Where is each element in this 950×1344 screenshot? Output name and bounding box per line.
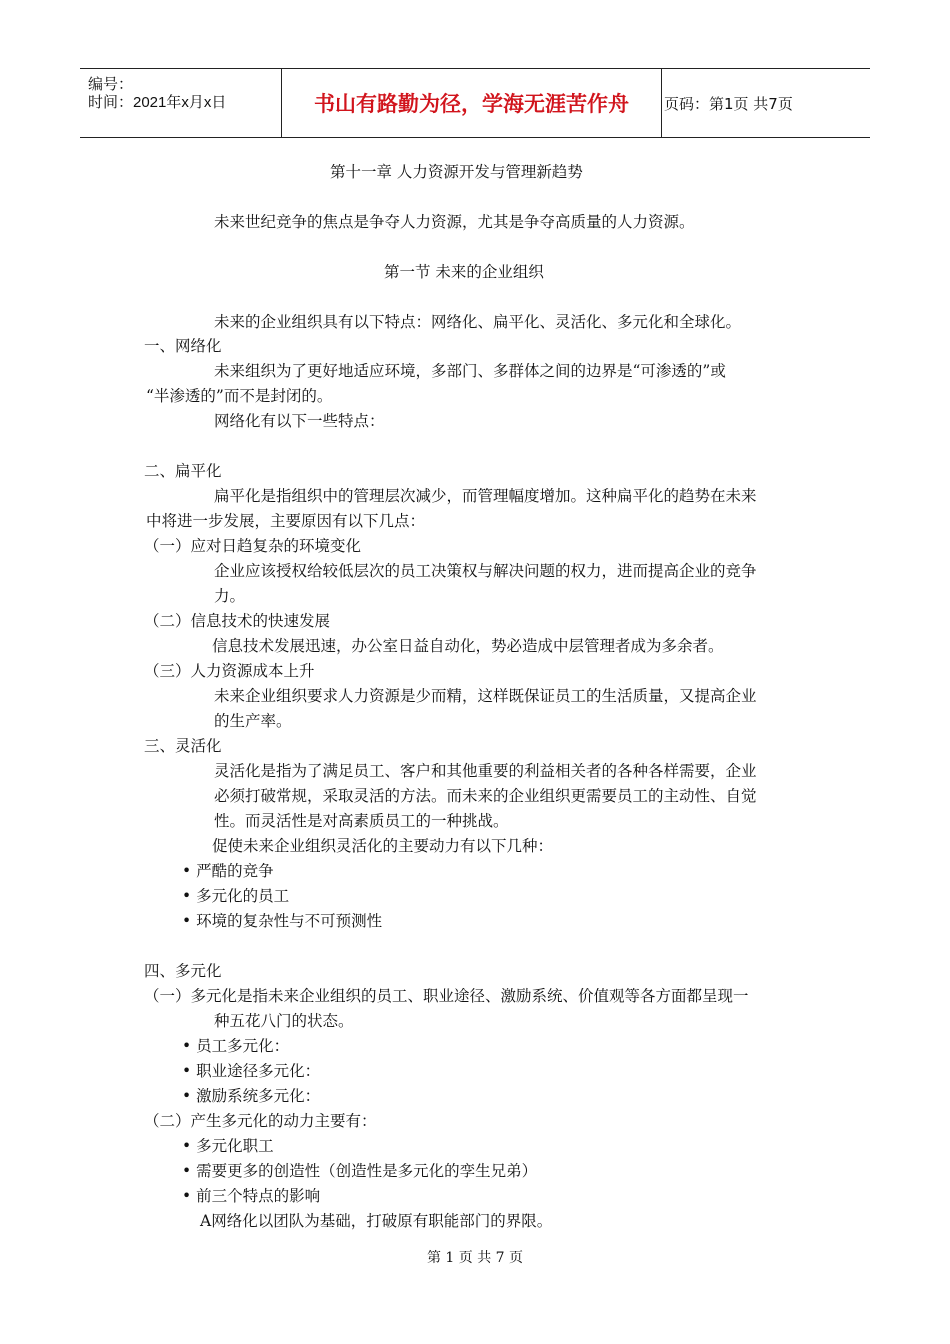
heading-networking: 一、网络化 (144, 337, 222, 355)
text-line: A网络化以团队为基础，打破原有职能部门的界限。 (200, 1212, 553, 1230)
text-line: 灵活化是指为了满足员工、客户和其他重要的利益相关者的各种各样需要，企业 (214, 762, 757, 780)
text-line: 中将进一步发展，主要原因有以下几点： (146, 512, 426, 530)
text-line: 扁平化是指组织中的管理层次减少，而管理幅度增加。这种扁平化的趋势在未来 (214, 487, 757, 505)
number-label: 编号： (88, 76, 134, 93)
text-line: 的生产率。 (214, 712, 292, 730)
header-table (80, 68, 870, 138)
text-line: 企业应该授权给较低层次的员工决策权与解决问题的权力，进而提高企业的竞争 (214, 562, 757, 580)
page-label: 页码：第1页 共7页 (664, 94, 793, 113)
subheading: （二）信息技术的快速发展 (144, 612, 331, 630)
heading-flattening: 二、扁平化 (144, 462, 222, 480)
heading-flexibility: 三、灵活化 (144, 737, 222, 755)
list-item: • 多元化职工 (182, 1137, 274, 1155)
list-item: • 员工多元化： (182, 1037, 290, 1055)
text-line: 网络化有以下一些特点： (214, 412, 385, 430)
section-title: 第一节 未来的企业组织 (384, 263, 544, 281)
text-line: （一）多元化是指未来企业组织的员工、职业途径、激励系统、价值观等各方面都呈现一 (144, 987, 749, 1005)
intro-paragraph: 未来世纪竞争的焦点是争夺人力资源，尤其是争夺高质量的人力资源。 (214, 213, 695, 231)
chapter-title: 第十一章 人力资源开发与管理新趋势 (330, 163, 583, 181)
list-item: • 严酷的竞争 (182, 862, 274, 880)
subheading: （一）应对日趋复杂的环境变化 (144, 537, 362, 555)
subheading: （二）产生多元化的动力主要有： (144, 1112, 377, 1130)
text-line: 性。而灵活性是对高素质员工的一种挑战。 (214, 812, 509, 830)
text-line: “半渗透的”而不是封闭的。 (146, 387, 333, 405)
list-item: • 激励系统多元化： (182, 1087, 321, 1105)
text-line: 力。 (214, 587, 246, 605)
text-line: 信息技术发展迅速，办公室日益自动化，势必造成中层管理者成为多余者。 (212, 637, 724, 655)
list-item: • 职业途径多元化： (182, 1062, 321, 1080)
text-line: 未来组织为了更好地适应环境，多部门、多群体之间的边界是“可渗透的”或 (214, 362, 726, 380)
time-label: 时间：2021年x月x日 (88, 94, 227, 111)
text-line: 必须打破常规，采取灵活的方法。而未来的企业组织更需要员工的主动性、自觉 (214, 787, 757, 805)
text-line: 未来企业组织要求人力资源是少而精，这样既保证员工的生活质量，又提高企业 (214, 687, 757, 705)
subheading: （三）人力资源成本上升 (144, 662, 315, 680)
text-line: 促使未来企业组织灵活化的主要动力有以下几种： (212, 837, 554, 855)
list-item: • 前三个特点的影响 (182, 1187, 321, 1205)
header-meta-cell (80, 69, 281, 137)
text-line: 种五花八门的状态。 (214, 1012, 354, 1030)
heading-diversification: 四、多元化 (144, 962, 222, 980)
features-paragraph: 未来的企业组织具有以下特点：网络化、扁平化、灵活化、多元化和全球化。 (214, 313, 742, 331)
page-footer: 第 1 页 共 7 页 (426, 1250, 524, 1266)
list-item: • 多元化的员工 (182, 887, 290, 905)
list-item: • 环境的复杂性与不可预测性 (182, 912, 383, 930)
list-item: • 需要更多的创造性（创造性是多元化的孪生兄弟） (182, 1162, 538, 1180)
motto: 书山有路勤为径，学海无涯苦作舟 (281, 69, 662, 137)
